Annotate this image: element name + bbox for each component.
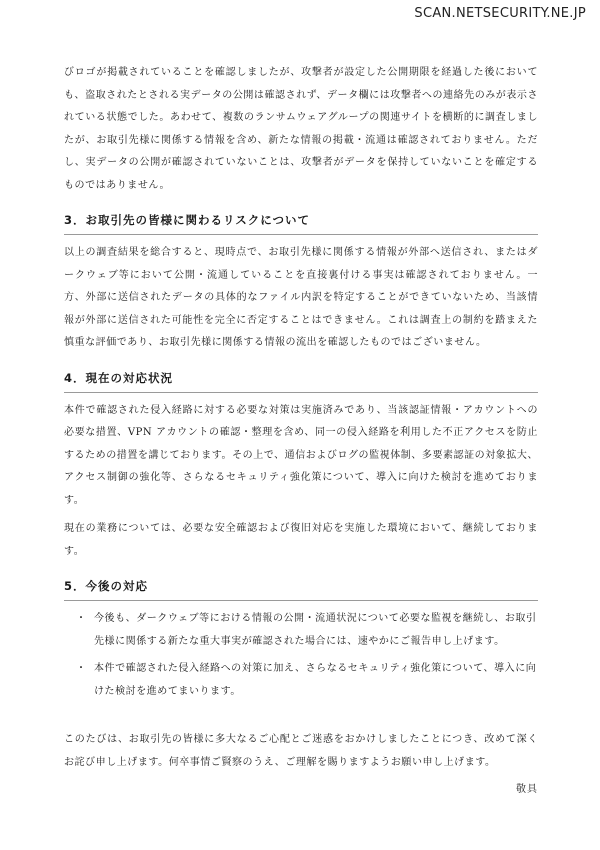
section-risk-paragraph: 以上の調査結果を総合すると、現時点で、お取引先様に関係する情報が外部へ送信され、またはダークウェブ等において公開・流通していることを直接裏付ける事実は確認されておりません。一方、外部に送信されたデータの具体的なファイル内訳を特定することができていないため、当該情報が外部に送信された可能性を完全に否定することはできません。これは調査上の制約を踏まえた慎重な評価であり、お取引先様に関係する情報の流出を確認したものではございません。: [64, 247, 538, 348]
document-page: [64, 62, 538, 795]
section-current-status-heading: 4．現在の対応状況: [64, 367, 538, 393]
closing-paragraph: このたびは、お取引先の皆様に多大なるご心配とご迷惑をおかけしましたことにつき、改めて深くお詫び申し上げます。何卒事情ご賢察のうえ、ご理解を賜りますようお願い申し上げます。: [64, 734, 538, 768]
list-item: [64, 658, 538, 703]
intro-paragraph: びロゴが掲載されていることを確認しましたが、攻撃者が設定した公開期限を経過した後においても、盗取されたとされる実データの公開は確認されず、データ欄には攻撃者への連絡先のみが表示されている状態でした。あわせて、複数のランサムウェアグループの関連サイトを横断的に調査しましたが、お取引先様に関係する情報を含め、新たな情報の掲載・流通は確認されておりません。ただし、実データの公開が確認されていないことは、攻撃者がデータを保持していないことを確定するものではありません。: [64, 67, 538, 191]
list-item-text: 今後も、ダークウェブ等における情報の公開・流通状況について必要な監視を継続し、お取引先様に関係する新たな重大事実が確認された場合には、速やかにご報告申し上げます。: [94, 613, 537, 647]
section-risk-heading: 3．お取引先の皆様に関わるリスクについて: [64, 209, 538, 235]
section-future-actions-heading: 5．今後の対応: [64, 575, 538, 601]
future-actions-list: [64, 608, 538, 703]
section-current-status-paragraph-2: 現在の業務については、必要な安全確認および復旧対応を実施した環境において、継続しております。: [64, 523, 538, 557]
list-item-text: 本件で確認された侵入経路への対策に加え、さらなるセキュリティ強化策について、導入に向けた検討を進めてまいります。: [94, 663, 537, 697]
bullet-marker: ・: [76, 613, 87, 624]
section-future-actions: [64, 575, 538, 703]
list-item: [64, 608, 538, 653]
section-current-status: [64, 367, 538, 564]
site-watermark: SCAN.NETSECURITY.NE.JP: [414, 6, 586, 21]
section-risk: [64, 209, 538, 355]
signoff: 敬具: [516, 784, 538, 795]
bullet-marker: ・: [76, 663, 87, 674]
section-current-status-paragraph-1: 本件で確認された侵入経路に対する必要な対策は実施済みであり、当該認証情報・アカウントへの必要な措置、VPN アカウントの確認・整理を含め、同一の侵入経路を利用した不正アクセスを防止するための措置を講じております。その上で、通信およびログの監視体制、多要素認証の対象拡大、アクセス制御の強化等、さらなるセキュリティ強化策について、導入に向けた検討を進めております。: [64, 404, 538, 506]
